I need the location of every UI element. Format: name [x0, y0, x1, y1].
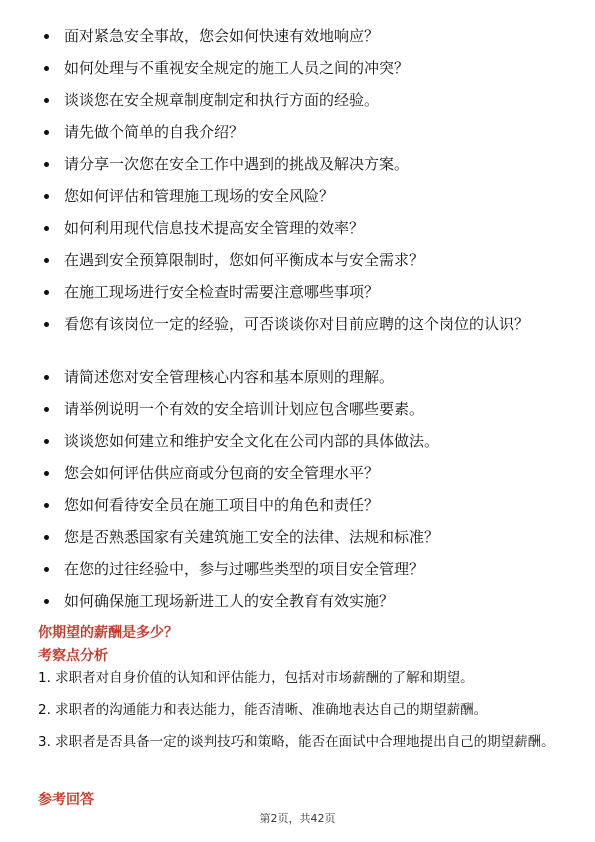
question-text: 在您的过往经验中，参与过哪些类型的项目安全管理？	[64, 560, 425, 578]
bullet-icon	[44, 258, 49, 263]
bullet-icon	[44, 66, 49, 71]
bullet-icon	[44, 194, 49, 199]
bullet-icon	[44, 98, 49, 103]
list-item	[44, 495, 564, 516]
question-text: 在遇到安全预算限制时，您如何平衡成本与安全需求？	[64, 251, 425, 269]
analysis-point: 3. 求职者是否具备一定的谈判技巧和策略，能否在面试中合理地提出自己的期望薪酬。	[38, 734, 555, 750]
bullet-icon	[44, 439, 49, 444]
reference-answer-heading: 参考回答	[38, 792, 94, 808]
question-text: 看您有该岗位一定的经验，可否谈谈你对目前应聘的这个岗位的认识？	[64, 315, 530, 333]
list-item	[44, 314, 564, 335]
question-text: 请先做个简单的自我介绍？	[64, 123, 245, 141]
list-item	[44, 186, 564, 207]
question-text: 如何确保施工现场新进工人的安全教育有效实施？	[64, 592, 395, 610]
list-item	[44, 282, 564, 303]
bullet-icon	[44, 599, 49, 604]
list-item	[44, 26, 564, 47]
bullet-icon	[44, 407, 49, 412]
question-text: 如何利用现代信息技术提高安全管理的效率？	[64, 219, 365, 237]
analysis-heading: 考察点分析	[38, 648, 108, 664]
bullet-icon	[44, 503, 49, 508]
bullet-icon	[44, 471, 49, 476]
list-item	[44, 122, 564, 143]
bullet-icon	[44, 290, 49, 295]
bullet-icon	[44, 34, 49, 39]
question-text: 请举例说明一个有效的安全培训计划应包含哪些要素。	[64, 400, 425, 418]
question-text: 您如何评估和管理施工现场的安全风险？	[64, 187, 335, 205]
question-text: 您会如何评估供应商或分包商的安全管理水平？	[64, 464, 380, 482]
question-text: 在施工现场进行安全检查时需要注意哪些事项？	[64, 283, 380, 301]
bullet-icon	[44, 567, 49, 572]
question-text: 如何处理与不重视安全规定的施工人员之间的冲突？	[64, 59, 410, 77]
list-item	[44, 250, 564, 271]
bullet-icon	[44, 130, 49, 135]
list-item	[44, 154, 564, 175]
question-text: 请分享一次您在安全工作中遇到的挑战及解决方案。	[64, 155, 410, 173]
bullet-icon	[44, 162, 49, 167]
bullet-icon	[44, 226, 49, 231]
bullet-icon	[44, 322, 49, 327]
bullet-icon	[44, 375, 49, 380]
question-text: 面对紧急安全事故，您会如何快速有效地响应？	[64, 27, 380, 45]
bullet-icon	[44, 535, 49, 540]
list-item	[44, 431, 564, 452]
question-text: 谈谈您如何建立和维护安全文化在公司内部的具体做法。	[64, 432, 440, 450]
analysis-point: 1. 求职者对自身价值的认知和评估能力，包括对市场薪酬的了解和期望。	[38, 670, 474, 686]
question-text: 请简述您对安全管理核心内容和基本原则的理解。	[64, 368, 395, 386]
list-item	[44, 591, 564, 612]
question-text: 您如何看待安全员在施工项目中的角色和责任？	[64, 496, 380, 514]
list-item	[44, 58, 564, 79]
list-item	[44, 399, 564, 420]
list-item	[44, 559, 564, 580]
list-item	[44, 527, 564, 548]
page-number: 第2页，共42页	[259, 812, 336, 825]
question-text: 您是否熟悉国家有关建筑施工安全的法律、法规和标准？	[64, 528, 440, 546]
list-item	[44, 218, 564, 239]
question-text: 谈谈您在安全规章制度制定和执行方面的经验。	[64, 91, 380, 109]
list-item	[44, 367, 564, 388]
analysis-point: 2. 求职者的沟通能力和表达能力，能否清晰、准确地表达自己的期望薪酬。	[38, 702, 488, 718]
salary-question-heading: 你期望的薪酬是多少？	[38, 625, 178, 641]
list-item	[44, 463, 564, 484]
list-item	[44, 90, 564, 111]
